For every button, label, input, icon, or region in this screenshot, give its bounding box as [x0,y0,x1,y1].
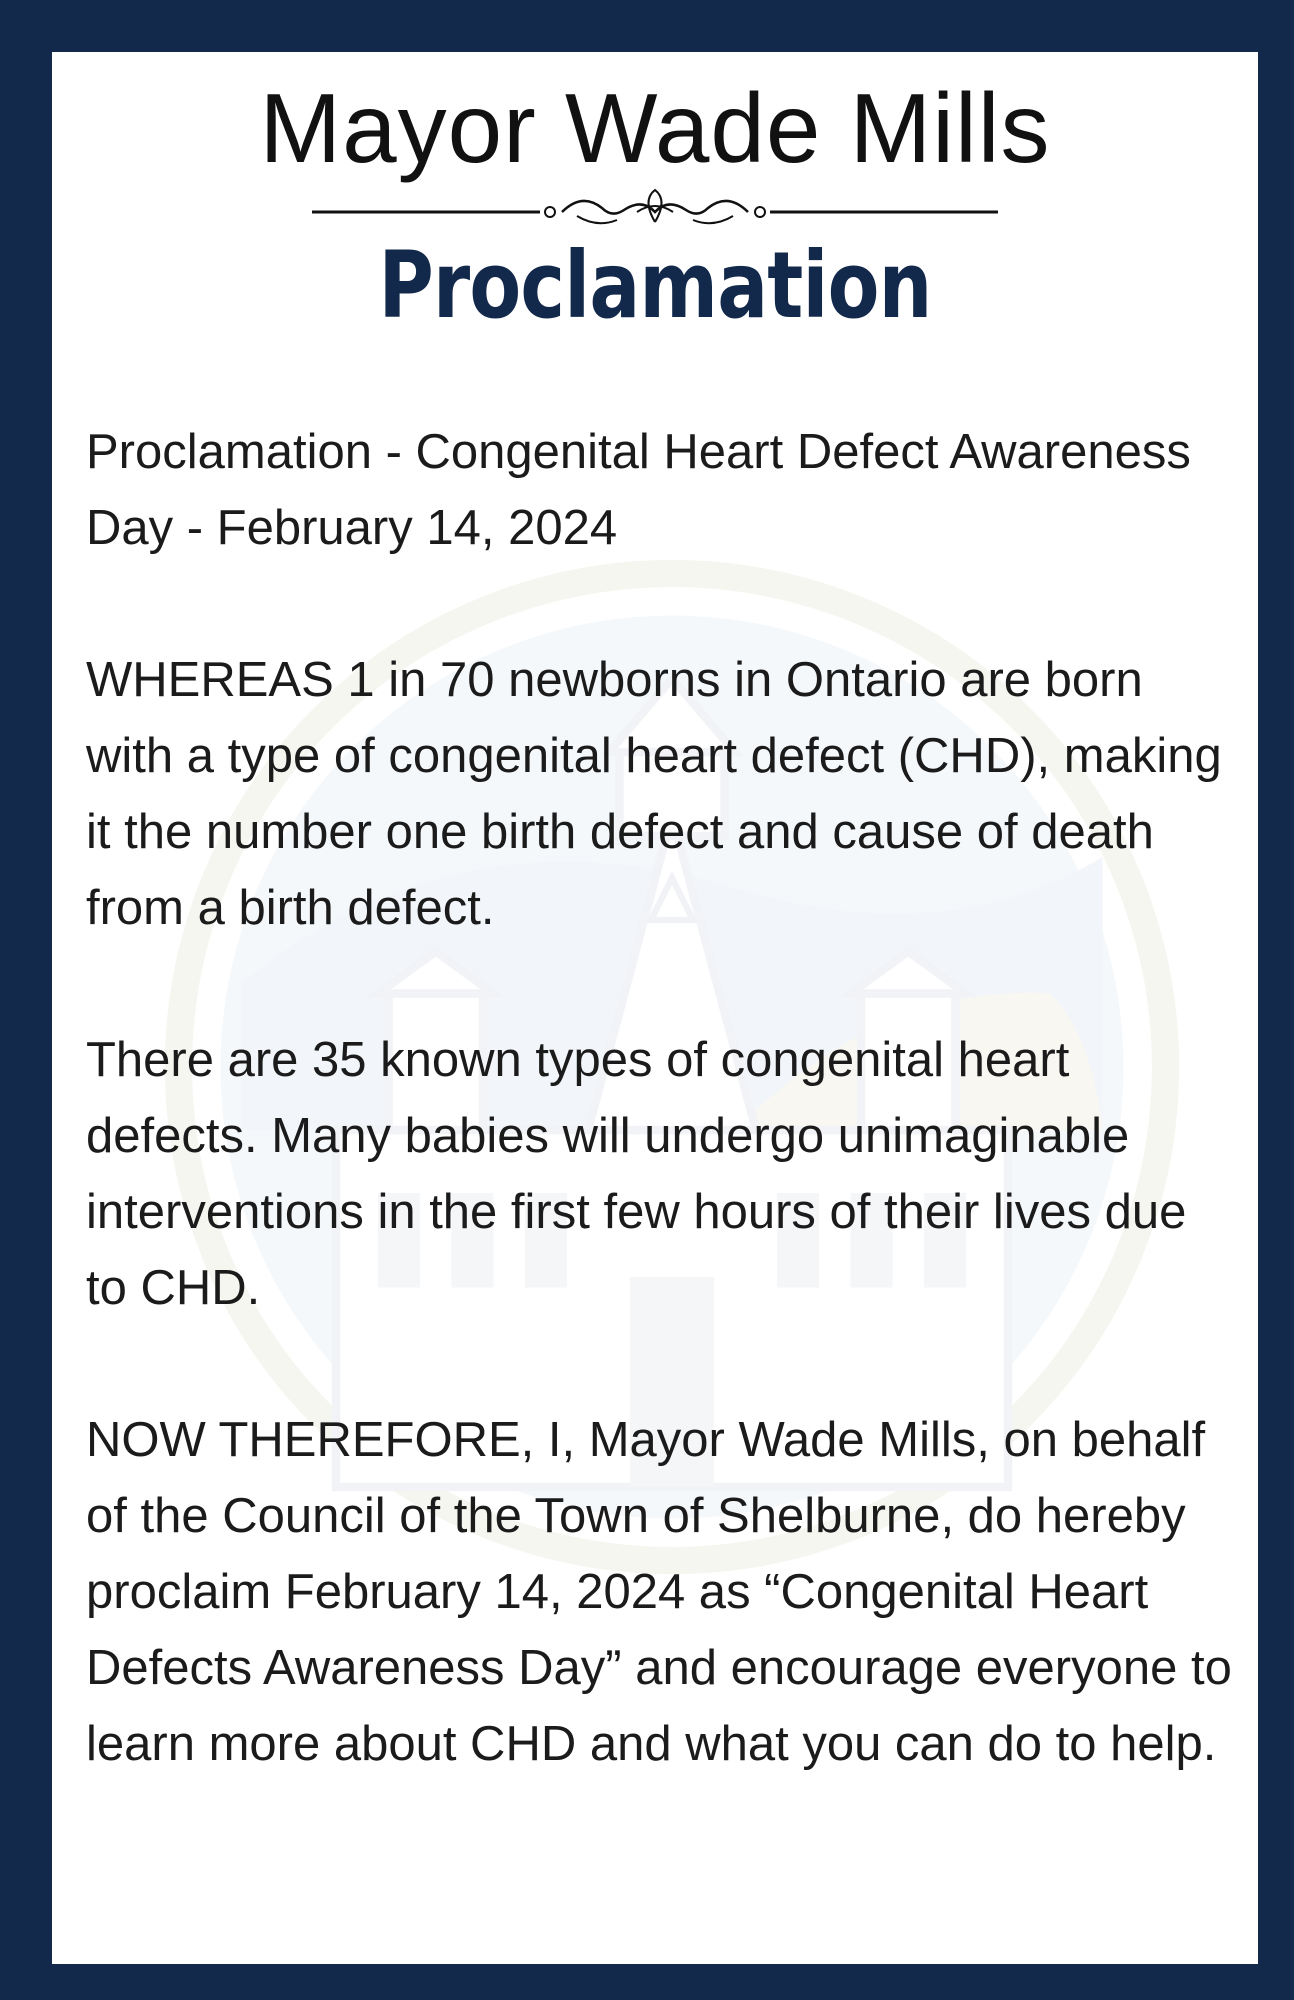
proclamation-heading: Proclamation - Congenital Heart Defect Awareness Day - February 14, 2024 [86,425,1191,555]
mayor-name: Mayor Wade Mills [259,73,1051,183]
proclamation-body [86,414,1236,1782]
proclamation-title: Proclamation [378,232,932,339]
facts-paragraph: There are 35 known types of congenital heart defects. Many babies will undergo unimaginable interventions in the first few hours of their lives due to CHD. [86,1033,1187,1315]
proclamation-card [52,52,1258,1964]
now-therefore-paragraph: NOW THEREFORE, I, Mayor Wade Mills, on behalf of the Council of the Town of Shelburne, do hereby proclaim February 14, 2024 as “Congenital Heart Defects Awareness Day” and encourage everyone to learn more about CHD and what you can do to help. [86,1413,1232,1771]
whereas-paragraph: WHEREAS 1 in 70 newborns in Ontario are born with a type of congenital heart defect (CHD), making it the number one birth defect and cause of death from a birth defect. [86,653,1222,935]
